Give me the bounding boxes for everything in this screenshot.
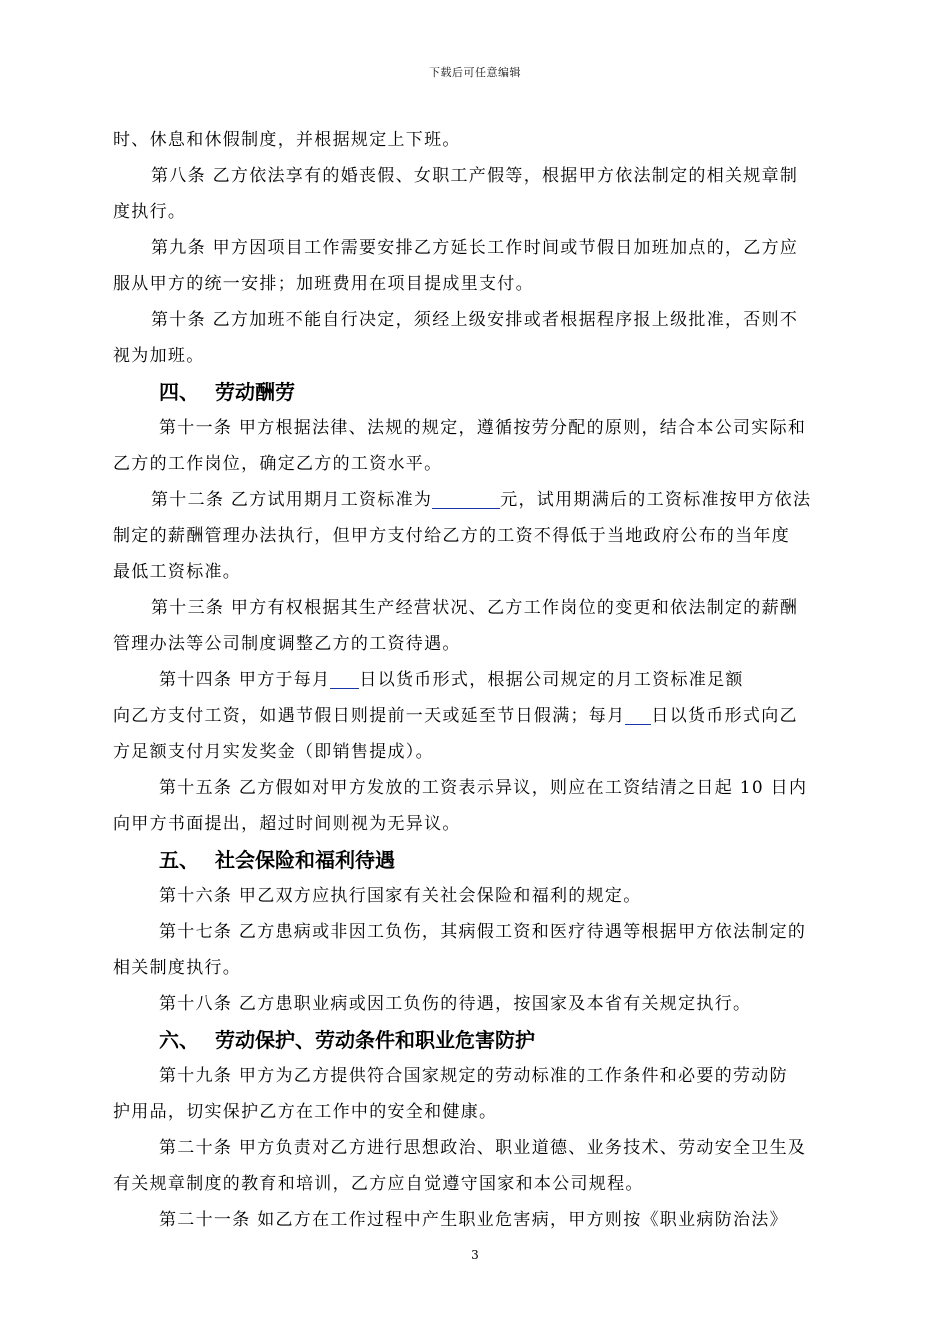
paragraph-line: 视为加班。: [113, 346, 205, 366]
section-title: 劳动酬劳: [215, 380, 295, 404]
section-heading-4: [113, 374, 838, 410]
paragraph-line: 时、休息和休假制度，并根据规定上下班。: [113, 130, 461, 150]
paragraph-line: 最低工资标准。: [113, 562, 242, 582]
article-17: 第十七条 乙方患病或非因工负伤，其病假工资和医疗待遇等根据甲方依法制定的: [159, 922, 807, 942]
text-segment: 元，试用期满后的工资标准按甲方依法: [500, 490, 812, 510]
paragraph-line: 有关规章制度的教育和培训，乙方应自觉遵守国家和本公司规程。: [113, 1174, 644, 1194]
text-segment: 日以货币形式向乙: [651, 706, 798, 726]
article-15: 第十五条 乙方假如对甲方发放的工资表示异议，则应在工资结清之日起 10 日内: [159, 778, 808, 798]
paragraph-line: 乙方的工作岗位，确定乙方的工资水平。: [113, 454, 443, 474]
paragraph-line: 方足额支付月实发奖金（即销售提成）。: [113, 742, 434, 762]
section-number: 四、: [159, 380, 199, 404]
bonus-day-blank[interactable]: [625, 704, 651, 725]
article-20: 第二十条 甲方负责对乙方进行思想政治、职业道德、业务技术、劳动安全卫生及: [159, 1138, 807, 1158]
text-segment: 日以货币形式，根据公司规定的月工资标准足额: [359, 670, 744, 690]
text-segment: 向乙方支付工资，如遇节假日则提前一天或延至节日假满；每月: [113, 706, 626, 726]
section-heading-5: [113, 842, 838, 878]
document-body: [113, 122, 838, 1238]
text-segment: 第十二条 乙方试用期月工资标准为: [151, 490, 433, 510]
article-9: 第九条 甲方因项目工作需要安排乙方延长工作时间或节假日加班加点的，乙方应: [151, 238, 799, 258]
article-12: [113, 482, 838, 518]
section-heading-6: [113, 1022, 838, 1058]
paragraph-line: 向甲方书面提出，超过时间则视为无异议。: [113, 814, 461, 834]
article-14: [113, 662, 838, 698]
article-16: 第十六条 甲乙双方应执行国家有关社会保险和福利的规定。: [159, 886, 642, 906]
article-19: 第十九条 甲方为乙方提供符合国家规定的劳动标准的工作条件和必要的劳动防: [159, 1066, 788, 1086]
article-10: 第十条 乙方加班不能自行决定，须经上级安排或者根据程序报上级批准，否则不: [151, 310, 799, 330]
article-21: 第二十一条 如乙方在工作过程中产生职业危害病，甲方则按《职业病防治法》: [159, 1210, 788, 1230]
section-title: 劳动保护、劳动条件和职业危害防护: [215, 1028, 535, 1052]
paragraph-line: 相关制度执行。: [113, 958, 242, 978]
article-8: 第八条 乙方依法享有的婚丧假、女职工产假等，根据甲方依法制定的相关规章制: [151, 166, 799, 186]
article-11: 第十一条 甲方根据法律、法规的规定，遵循按劳分配的原则，结合本公司实际和: [159, 418, 807, 438]
pay-day-blank[interactable]: [330, 668, 359, 689]
text-segment: 第十四条 甲方于每月: [159, 670, 331, 690]
section-number: 六、: [159, 1028, 199, 1052]
paragraph-line: 制定的薪酬管理办法执行，但甲方支付给乙方的工资不得低于当地政府公布的当年度: [113, 526, 791, 546]
paragraph-line: 护用品，切实保护乙方在工作中的安全和健康。: [113, 1102, 498, 1122]
page-header: 下载后可任意编辑: [429, 66, 521, 79]
paragraph-line: 度执行。: [113, 202, 187, 222]
section-title: 社会保险和福利待遇: [215, 848, 395, 872]
paragraph-line: 管理办法等公司制度调整乙方的工资待遇。: [113, 634, 461, 654]
page-number: 3: [471, 1248, 479, 1262]
article-18: 第十八条 乙方患职业病或因工负伤的待遇，按国家及本省有关规定执行。: [159, 994, 752, 1014]
section-number: 五、: [159, 848, 199, 872]
trial-salary-blank[interactable]: [432, 488, 500, 509]
paragraph-line: 服从甲方的统一安排；加班费用在项目提成里支付。: [113, 274, 534, 294]
article-13: 第十三条 甲方有权根据其生产经营状况、乙方工作岗位的变更和依法制定的薪酬: [151, 598, 799, 618]
paragraph-line: [113, 698, 838, 734]
